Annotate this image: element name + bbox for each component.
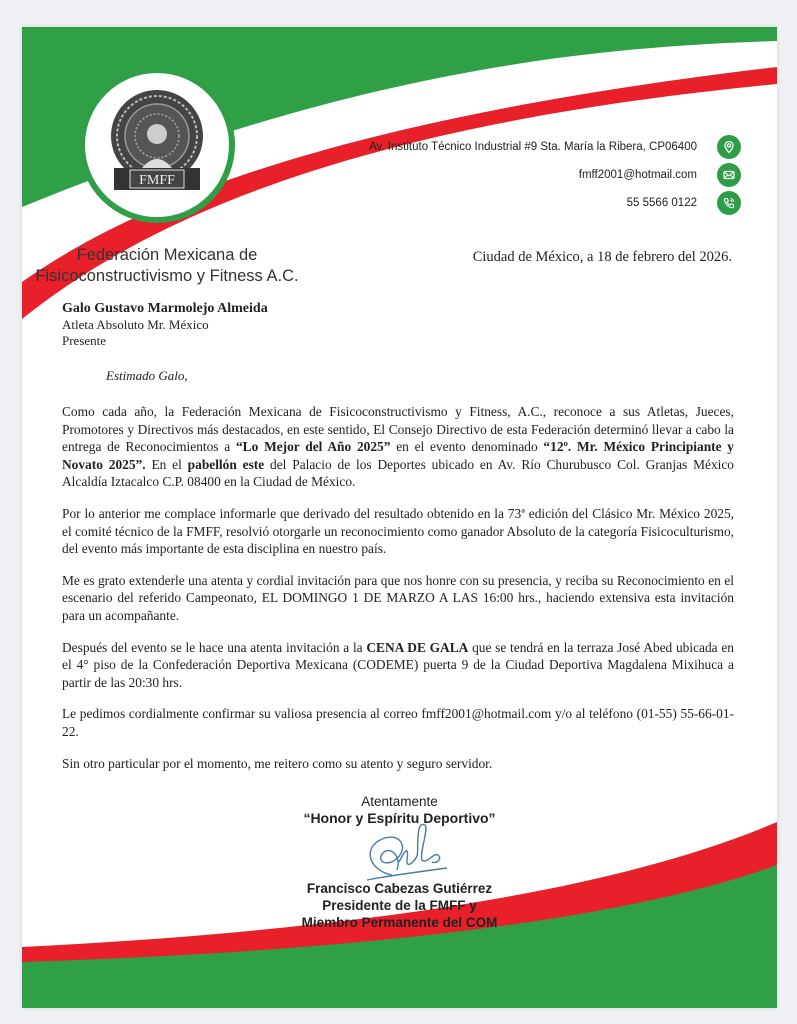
paragraph-2: Por lo anterior me complace informarle que derivado del resultado obtenido en la 73ª edición del Clásico Mr. México 2025, el comité técnico de la FMFF, resolvió otorgarle un reconocimiento como ganador Absoluto de la categoría Fisicoculturismo, del evento más importante de esta disciplina en nuestro país. [62,505,734,557]
p1-text-e: En el [145,456,188,472]
org-name-line1: Federación Mexicana de [76,246,258,264]
gala-dinner: CENA DE GALA [366,639,469,655]
p1-text-g: del Palacio de los Deportes ubicado en Av. Río Churubusco Col. Granjas México Alcaldía Iztacalco C.P. 08400 en la Ciudad de México. [62,456,734,490]
recipient-name: Galo Gustavo Marmolejo Almeida [62,301,268,316]
letter-body [62,403,734,786]
organization-name [22,245,312,287]
p1-text-a: Como cada año, la Federación Mexicana de Fisicoconstructivismo y Fitness, A.C., reconoce a sus Atletas, Jueces, Promotores y Directivos más destacados, en este sentido, El Consejo Directivo de esta Federación determinó llevar a cabo la entrega de Reconocimientos a [62,404,734,455]
paragraph-1 [62,403,734,491]
phone-icon [717,191,741,215]
envelope-icon [717,163,741,187]
logo-text: FMFF [139,173,175,188]
letter-page [22,27,777,1008]
signer-name: Francisco Cabezas Gutiérrez [306,881,493,896]
contact-email [369,163,741,187]
venue-pavilion: pabellón este [187,456,265,472]
aztec-calendar-emblem-icon [92,80,222,210]
fmff-logo [79,67,235,223]
recipient-presente: Presente [62,333,107,348]
location-pin-icon [717,135,741,159]
phone-text: 55 5566 0122 [626,197,697,209]
paragraph-4 [62,639,734,692]
signer-role-1: Presidente de la FMFF y [322,898,477,913]
closing-text: Atentamente [361,794,438,809]
contact-info [369,135,741,219]
signer-block [22,880,777,931]
email-text[interactable]: fmff2001@hotmail.com [578,169,697,181]
recipient-title: Atleta Absoluto Mr. México [62,317,209,332]
paragraph-6: Sin otro particular por el momento, me reitero como su atento y seguro servidor. [62,755,493,771]
p4-text-a: Después del evento se le hace una atenta invitación a la [62,639,367,655]
motto: “Honor y Espíritu Deportivo” [303,810,496,826]
p4-text-c: que se tendrá en la terraza José Abed ubicada en el 4° piso de la Confederación Deportiva Mexicana (CODEME) puerta 9 de la Ciudad Deportiva Magdalena Mixihuca a partir de las 20:30 hrs. [62,639,734,690]
contact-address [369,135,741,159]
paragraph-5: Le pedimos cordialmente confirmar su valiosa presencia al correo fmff2001@hotmail.com y/o al teléfono (01-55) 55-66-01-22. [62,706,734,739]
event-name: “12º. Mr. México Principiante y Novato 2025”. [62,439,735,472]
signer-role-2: Miembro Permanente del COM [301,915,498,930]
address-text: Av. Instituto Técnico Industrial #9 Sta. María la Ribera, CP06400 [369,141,697,153]
letter-date: Ciudad de México, a 18 de febrero del 2026. [472,249,732,265]
paragraph-3: Me es grato extenderle una atenta y cordial invitación para que nos honre con su presencia, y reciba su Reconocimiento en el escenario del referido Campeonato, EL DOMINGO 1 DE MARZO A LAS 16:00 hrs., haciendo extensiva esta invitación para un acompañante. [62,572,734,623]
greeting: Estimado Galo, [106,368,188,383]
event-award-name: “Lo Mejor del Año 2025” [235,439,391,455]
contact-phone [369,191,741,215]
recipient-block [62,301,268,349]
p1-text-c: en el evento denominado [390,439,544,455]
org-name-line2: Fisicoconstructivismo y Fitness A.C. [35,267,299,285]
